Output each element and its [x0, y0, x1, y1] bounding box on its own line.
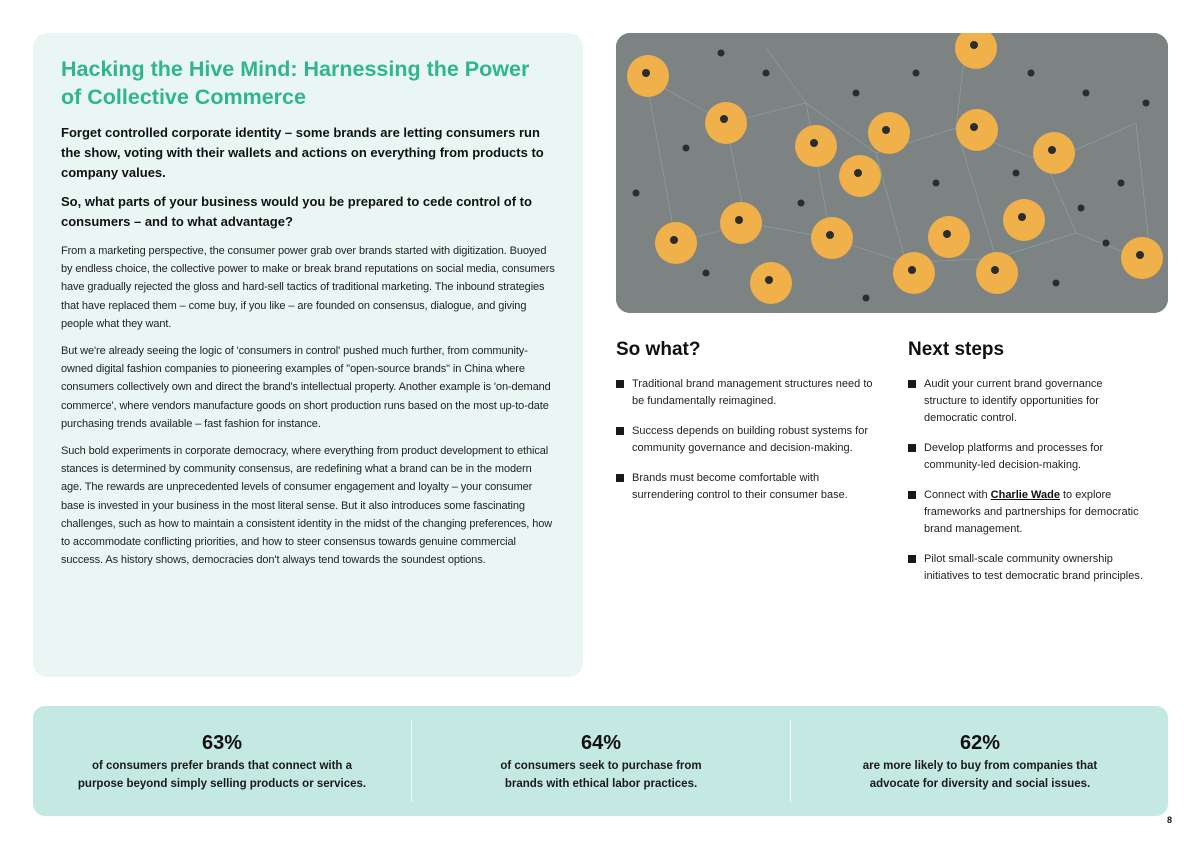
so-what-item: Brands must become comfortable with surrendering control to their consumer base. — [616, 470, 876, 504]
page-number: 8 — [1166, 815, 1172, 825]
crowd-illustration — [616, 33, 1168, 313]
stat-description: of consumers seek to purchase from brands with ethical labor practices. — [500, 760, 702, 790]
so-what-heading: So what? — [616, 339, 701, 360]
next-steps-section — [908, 338, 1148, 598]
so-what-item: Success depends on building robust systems for community governance and decision-making. — [616, 423, 876, 457]
next-steps-item: Audit your current brand governance structure to identify opportunities for democratic control. — [908, 376, 1148, 427]
next-steps-heading: Next steps — [908, 339, 1005, 360]
article-title: Hacking the Hive Mind: Harnessing the Power of Collective Commerce — [61, 57, 530, 109]
article-lead: Forget controlled corporate identity – some brands are letting consumers run the show, voting with their wallets and actions on everything from products to company values. — [61, 125, 544, 180]
article-panel — [33, 33, 583, 677]
stat-value: 63% — [201, 732, 243, 754]
stat-description: are more likely to buy from companies that advocate for diversity and social issues. — [862, 760, 1098, 790]
stats-band — [33, 706, 1168, 816]
stat-3 — [791, 730, 1169, 793]
stat-value: 64% — [580, 732, 622, 754]
article-paragraph-1: From a marketing perspective, the consumer power grab over brands started with digitization. Buoyed by endless choice, the collective power to make or break brand reputations on social media, consumers have gradually rejected the gloss and hard-sell tactics of traditional marketing. The inbound strategies that have replaced them – come buy, if you like – are founded on consensus, dialogue, and giving people what they want. — [61, 245, 555, 330]
stat-description: of consumers prefer brands that connect with a purpose beyond simply selling products or services. — [77, 760, 367, 790]
article-paragraph-2: But we're already seeing the logic of 'consumers in control' pushed much further, from community-owned digital fashion companies to pioneering examples of "open-source brands" in China where consumers collectively own and direct the brand's intellectual property. Another example is 'on-demand commerce', where vendors manufacture goods on short production runs based on the most up-to-date purchasing trends available – fast fashion for instance. — [61, 345, 551, 430]
so-what-section — [616, 338, 876, 517]
contact-suffix: to explore frameworks and partnerships for democratic brand management. — [924, 489, 1139, 535]
next-steps-item: Pilot small-scale community ownership initiatives to test democratic brand principles. — [908, 551, 1148, 585]
next-steps-item: Develop platforms and processes for community-led decision-making. — [908, 440, 1148, 474]
article-question: So, what parts of your business would you be prepared to cede control of to consumers – and to what advantage? — [61, 194, 532, 229]
stat-value: 62% — [959, 732, 1001, 754]
charlie-wade-link[interactable]: Charlie Wade — [990, 489, 1060, 501]
stat-1 — [33, 730, 411, 793]
crowd-photo — [616, 33, 1168, 313]
contact-prefix: Connect with — [924, 489, 991, 501]
stat-2 — [412, 730, 790, 793]
next-steps-item-contact — [908, 487, 1148, 538]
so-what-item: Traditional brand management structures need to be fundamentally reimagined. — [616, 376, 876, 410]
article-paragraph-3: Such bold experiments in corporate democracy, where everything from product development to ethical stances is determined by community consensus, are redefining what a brand can be in the modern age. The rewards are unprecedented levels of consumer engagement and loyalty – your consumer base is invested in your business in the most literal sense. But it also introduces some fascinating challenges, such as how to maintain a consistent identity in the midst of the changing preferences, how to accommodate conflicting priorities, and how to steer consensus towards genuine commercial success. As history shows, democracies don't always tend towards the soundest options. — [61, 445, 553, 567]
